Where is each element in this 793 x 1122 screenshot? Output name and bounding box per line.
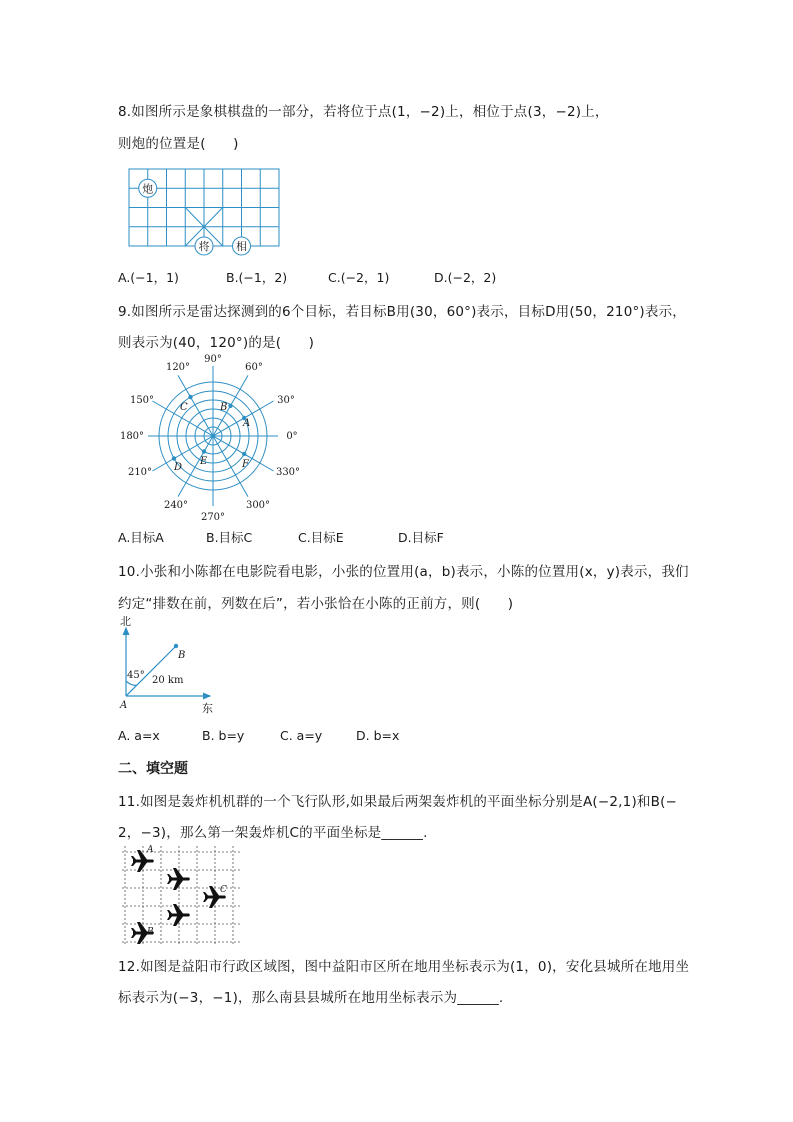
angle-label-30: 30°: [277, 395, 295, 406]
target-b-dot: [228, 404, 232, 408]
angle-label-210: 210°: [127, 467, 153, 478]
elephant-piece: [233, 237, 251, 255]
section-heading: 二、填空题: [118, 761, 188, 777]
q10-option-b[interactable]: B. b=y: [202, 728, 245, 743]
q12-line-1: 12.如图是益阳市行政区域图，图中益阳市区所在地用坐标表示为(1，0)，安化县城所在地用坐: [118, 959, 690, 975]
radar-figure: [118, 350, 313, 526]
bomber-2-icon: [167, 868, 190, 890]
q11-line-1: 11.如图是轰炸机机群的一个飞行队形,如果最后两架轰炸机的平面坐标分别是A(−2,1)和B(−: [118, 794, 678, 810]
angle-label-180: 180°: [119, 431, 145, 442]
q8-option-d[interactable]: D.(−2，2): [434, 270, 497, 285]
point-b-label: B: [178, 650, 186, 661]
target-c-dot: [188, 395, 192, 399]
target-label-a: A: [243, 418, 251, 429]
angle-label-240: 240°: [163, 500, 189, 511]
angle-label-60: 60°: [245, 362, 263, 373]
q8-line-1: 8.如图所示是象棋棋盘的一部分，若将位于点(1，−2)上，相位于点(3，−2)上，: [118, 104, 609, 120]
target-label-f: F: [242, 459, 249, 470]
q8-option-c[interactable]: C.(−2，1): [328, 270, 390, 285]
angle-label-330: 330°: [275, 467, 301, 478]
q8-option-b[interactable]: B.(−1，2): [226, 270, 288, 285]
q10-option-a[interactable]: A. a=x: [118, 728, 160, 743]
q10-options: [118, 728, 399, 743]
q8-options: [118, 268, 496, 286]
q11-line-2: 2，−3)，那么第一架轰炸机C的平面坐标是______.: [118, 825, 428, 841]
target-d-dot: [172, 456, 176, 460]
svg-text:炮: 炮: [142, 182, 154, 196]
angle-label-270: 270°: [200, 512, 226, 523]
svg-text:将: 将: [198, 240, 210, 253]
q8-line-2: 则炮的位置是( ): [118, 136, 239, 152]
target-label-b: B: [220, 402, 228, 413]
angle-label-300: 300°: [245, 500, 271, 511]
chessboard-figure: [126, 166, 286, 256]
q9-option-c[interactable]: C.目标E: [298, 530, 344, 545]
target-label-e: E: [200, 456, 208, 467]
angle-label-120: 120°: [165, 362, 191, 373]
cannon-piece: [139, 179, 157, 197]
target-e-dot: [202, 449, 206, 453]
q9-line-1: 9.如图所示是雷达探测到的6个目标，若目标B用(30，60°)表示，目标D用(50，210°)表示，: [118, 304, 686, 320]
bomber-formation-figure: [118, 842, 248, 946]
angle-label-90: 90°: [204, 354, 222, 365]
east-label: 东: [202, 702, 213, 715]
distance-label: 20 km: [152, 675, 184, 686]
q8-option-a[interactable]: A.(−1，1): [118, 270, 179, 285]
q9-option-a[interactable]: A.目标A: [118, 530, 164, 545]
bomber-4-icon: [167, 904, 190, 926]
q9-option-b[interactable]: B.目标C: [206, 530, 253, 545]
svg-text:相: 相: [236, 240, 247, 253]
general-piece: [195, 237, 213, 255]
target-f-dot: [242, 452, 246, 456]
q10-line-1: 10.小张和小陈都在电影院看电影，小张的位置用(a，b)表示，小陈的位置用(x，y)表示，我们: [118, 564, 689, 580]
angle-label-0: 0°: [286, 431, 298, 442]
bomber-label-a: A: [147, 845, 154, 855]
point-a-label: A: [120, 700, 128, 711]
q10-option-c[interactable]: C. a=y: [280, 728, 323, 743]
target-label-c: C: [180, 402, 188, 413]
angle-label-150: 150°: [129, 395, 155, 406]
north-label: 北: [120, 615, 131, 628]
q9-option-d[interactable]: D.目标F: [398, 530, 444, 545]
bomber-label-b: B: [147, 927, 154, 937]
angle-45-label: 45°: [127, 670, 145, 681]
q12-line-2: 标表示为(−3，−1)，那么南县县城所在地用坐标表示为______.: [118, 990, 504, 1006]
q9-line-2: 则表示为(40，120°)的是( ): [118, 335, 315, 351]
bomber-label-c: C: [220, 885, 227, 895]
q10-line-2: 约定“排数在前，列数在后”，若小张恰在小陈的正前方，则( ): [118, 596, 514, 612]
q9-options: [118, 528, 444, 546]
q10-option-d[interactable]: D. b=x: [356, 728, 400, 743]
direction-figure: [116, 614, 226, 718]
target-label-d: D: [174, 462, 183, 473]
